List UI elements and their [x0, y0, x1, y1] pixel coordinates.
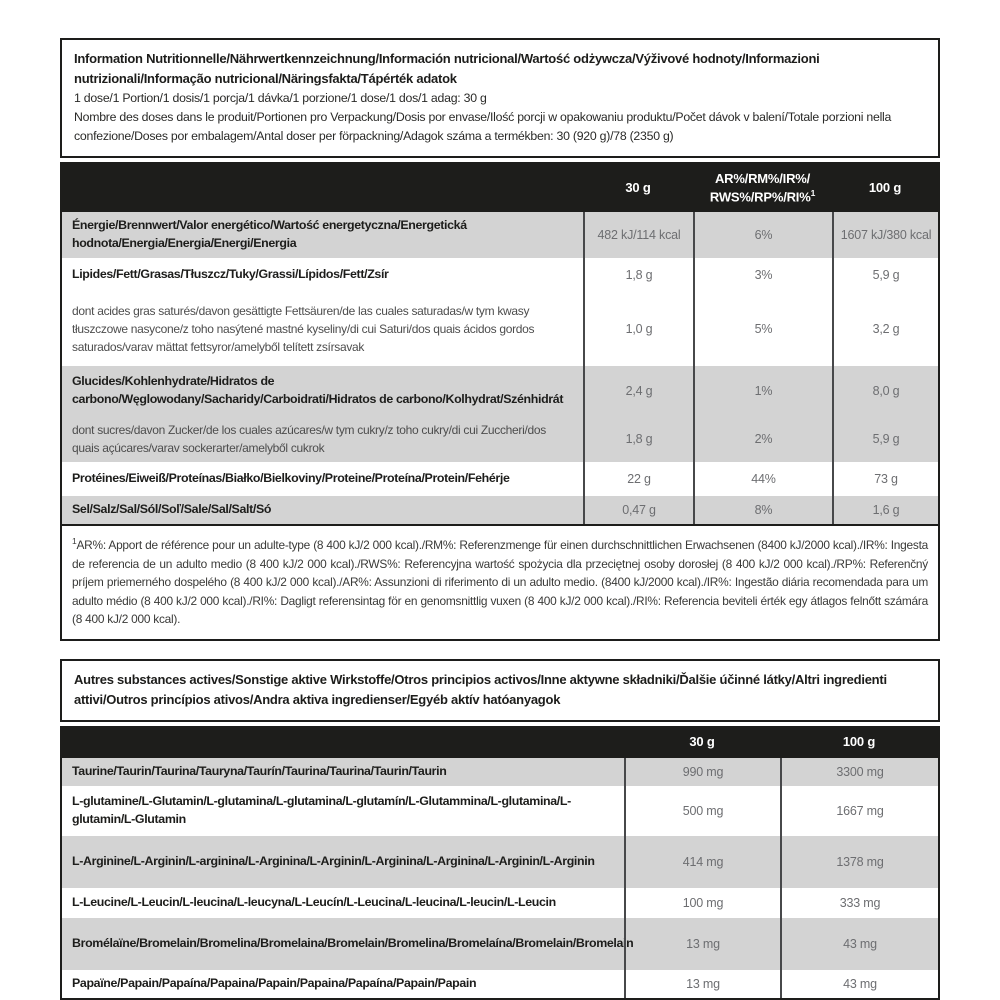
value-30g: 990 mg [624, 758, 780, 786]
nutrition-info-header-box [60, 38, 940, 158]
row-label: Taurine/Taurin/Taurina/Tauryna/Taurín/Taurina/Taurina/Taurin/Taurin [72, 763, 447, 778]
active-substances-header-box [60, 659, 940, 722]
row-label: Papaïne/Papain/Papaína/Papaina/Papain/Papaina/Papaína/Papain/Papain [72, 975, 477, 990]
column-header-30g: 30 g [689, 734, 715, 750]
nutrition-table-header-row [62, 164, 938, 212]
row-label: dont acides gras saturés/davon gesättigte Fettsäuren/de las cuales saturadas/w tym kwasy tłuszczowe nasycone/z toho nasýtené mastné kyseliny/di cui Saturi/dos quais ácidos gordos saturados/varav mättat fettsyror/amelyből telített zsírsavak [72, 304, 535, 355]
row-label: Énergie/Brennwert/Valor energético/Wartość energetyczna/Energetická hodnota/Energia/Energia/Energi/Energia [72, 218, 467, 251]
row-label: L-Arginine/L-Arginin/L-arginina/L-Arginina/L-Arginin/L-Arginina/L-Arginina/L-Arginin/L-Arginin [72, 853, 595, 868]
reference-intake-footnote: $^1$AR%: Apport de référence pour un adulte-type (8 400 kJ/2 000 kcal)./RM%: Referenzmenge für einen durchschnittlichen Erwachsenen (8400 kJ/2000 kcal)./IR%: Ingesta de referencia de un adulto medio (8 400 kJ/2 000 kcal)./RWS%: Referencyjna wartość spożycia dla przeciętnej osoby dorosłej (8 400 kJ/2 000 kcal)./RP%: Referenčný príjem priemerného dospelého (8 400 kJ/2 000 kcal)./AR%: Assunzioni di riferimento di un adulto medio. (8400 kJ/2000 kcal)./IR%: Ingestão diária recomendada para um adulto médio (8 400 kJ/2 000 kcal)./RI%: Dagligt referensintag för en genomsnittlig vuxen (8 400 kJ/2 000 kcal)./RI%: Referencia beviteli érték egy átlagos felnőtt számára (8 400 kJ/2 000 kcal). [62, 524, 938, 638]
value-percent: 2% [693, 416, 832, 462]
value-100g: 3,2 g [832, 292, 938, 366]
row-label: Sel/Salz/Sal/Sól/Soľ/Sale/Sal/Salt/Só [72, 502, 272, 517]
table-row-carbohydrate [62, 366, 938, 416]
nutrition-table [60, 162, 940, 640]
value-100g: 333 mg [780, 888, 938, 918]
column-header-reference-intake [693, 164, 832, 212]
table-row-l-arginine [62, 836, 938, 888]
value-30g: 414 mg [624, 836, 780, 888]
value-100g: 1667 mg [780, 786, 938, 836]
header-spacer [62, 164, 583, 212]
table-row-sugars [62, 416, 938, 462]
table-row-saturates [62, 292, 938, 366]
table-row-bromelain [62, 918, 938, 970]
value-30g: 2,4 g [583, 366, 693, 416]
value-100g: 1,6 g [832, 496, 938, 524]
table-row-l-glutamine [62, 786, 938, 836]
active-substances-header-row [62, 728, 938, 758]
servings-per-pack-line: Nombre des doses dans le produit/Portionen pro Verpackung/Dosis por envase/Ilość porcji w opakowaniu produktu/Počet dávok v balení/Totale porzioni nella confezione/Doses por embalagem/Antal doser per förpackning/Adagok száma a termékben: 30 (920 g)/78 (2350 g) [74, 110, 892, 144]
value-100g: 3300 mg [780, 758, 938, 786]
value-100g: 8,0 g [832, 366, 938, 416]
row-label: Glucides/Kohlenhydrate/Hidratos de carbono/Węglowodany/Sacharidy/Carboidrati/Hidratos de carbono/Kolhydrat/Szénhidrát [72, 374, 564, 407]
value-30g: 500 mg [624, 786, 780, 836]
value-30g: 13 mg [624, 918, 780, 970]
nutrition-title: Information Nutritionnelle/Nährwertkennzeichnung/Información nutricional/Wartość odżywcza/Výživové hodnoty/Informazioni nutrizionali/Informação nutricional/Näringsfakta/Tápérték adatok [74, 51, 820, 87]
value-percent: 6% [693, 212, 832, 258]
value-100g: 1607 kJ/380 kcal [832, 212, 938, 258]
table-row-l-leucine [62, 888, 938, 918]
active-substances-title: Autres substances actives/Sonstige aktive Wirkstoffe/Otros principios activos/Inne aktywne składniki/Ďalšie účinné látky/Altri ingredienti attivi/Outros princípios ativos/Andra aktiva ingredienser/Egyéb aktív hatóanyagok [74, 671, 887, 707]
serving-size-line: 1 dose/1 Portion/1 dosis/1 porcja/1 dávka/1 porzione/1 dose/1 dos/1 adag: 30 g [74, 91, 487, 106]
value-30g: 0,47 g [583, 496, 693, 524]
active-substances-table [60, 726, 940, 1000]
value-100g: 1378 mg [780, 836, 938, 888]
value-30g: 100 mg [624, 888, 780, 918]
column-header-30g: 30 g [625, 179, 651, 195]
reference-intake-line2: RWS%/RP%/RI%$^1$ [709, 187, 816, 205]
value-100g: 5,9 g [832, 258, 938, 292]
value-100g: 43 mg [780, 918, 938, 970]
value-30g: 1,0 g [583, 292, 693, 366]
value-30g: 13 mg [624, 970, 780, 998]
table-row-energy [62, 212, 938, 258]
column-header-100g: 100 g [868, 179, 902, 195]
header-spacer [62, 728, 624, 758]
table-row-protein [62, 462, 938, 496]
table-row-fat [62, 258, 938, 292]
value-30g: 1,8 g [583, 416, 693, 462]
row-label: Protéines/Eiweiß/Proteínas/Białko/Bielkoviny/Proteine/Proteína/Protein/Fehérje [72, 471, 510, 486]
value-30g: 482 kJ/114 kcal [583, 212, 693, 258]
value-100g: 73 g [832, 462, 938, 496]
table-row-salt [62, 496, 938, 524]
value-percent: 1% [693, 366, 832, 416]
value-30g: 1,8 g [583, 258, 693, 292]
row-label: L-glutamine/L-Glutamin/L-glutamina/L-glutamina/L-glutamín/L-Glutammina/L-glutamina/L-glutamin/L-Glutamin [72, 793, 571, 826]
value-100g: 43 mg [780, 970, 938, 998]
value-percent: 8% [693, 496, 832, 524]
value-percent: 44% [693, 462, 832, 496]
table-row-papain [62, 970, 938, 998]
row-label: Lipides/Fett/Grasas/Tłuszcz/Tuky/Grassi/Lípidos/Fett/Zsír [72, 267, 389, 282]
row-label: L-Leucine/L-Leucin/L-leucina/L-leucyna/L-Leucín/L-Leucina/L-leucina/L-leucin/L-Leucin [72, 894, 556, 909]
value-percent: 5% [693, 292, 832, 366]
table-row-taurine [62, 758, 938, 786]
value-percent: 3% [693, 258, 832, 292]
value-30g: 22 g [583, 462, 693, 496]
reference-intake-line1: AR%/RM%/IR%/ [714, 170, 811, 186]
row-label: dont sucres/davon Zucker/de los cuales azúcares/w tym cukry/z toho cukry/di cui Zuccheri/dos quais açúcares/varav sockerarter/amelyből cukrok [72, 423, 546, 456]
column-header-100g: 100 g [842, 734, 876, 750]
value-100g: 5,9 g [832, 416, 938, 462]
row-label: Bromélaïne/Bromelain/Bromelina/Bromelaina/Bromelain/Bromelina/Bromelaína/Bromelain/Bromelain [72, 935, 634, 950]
